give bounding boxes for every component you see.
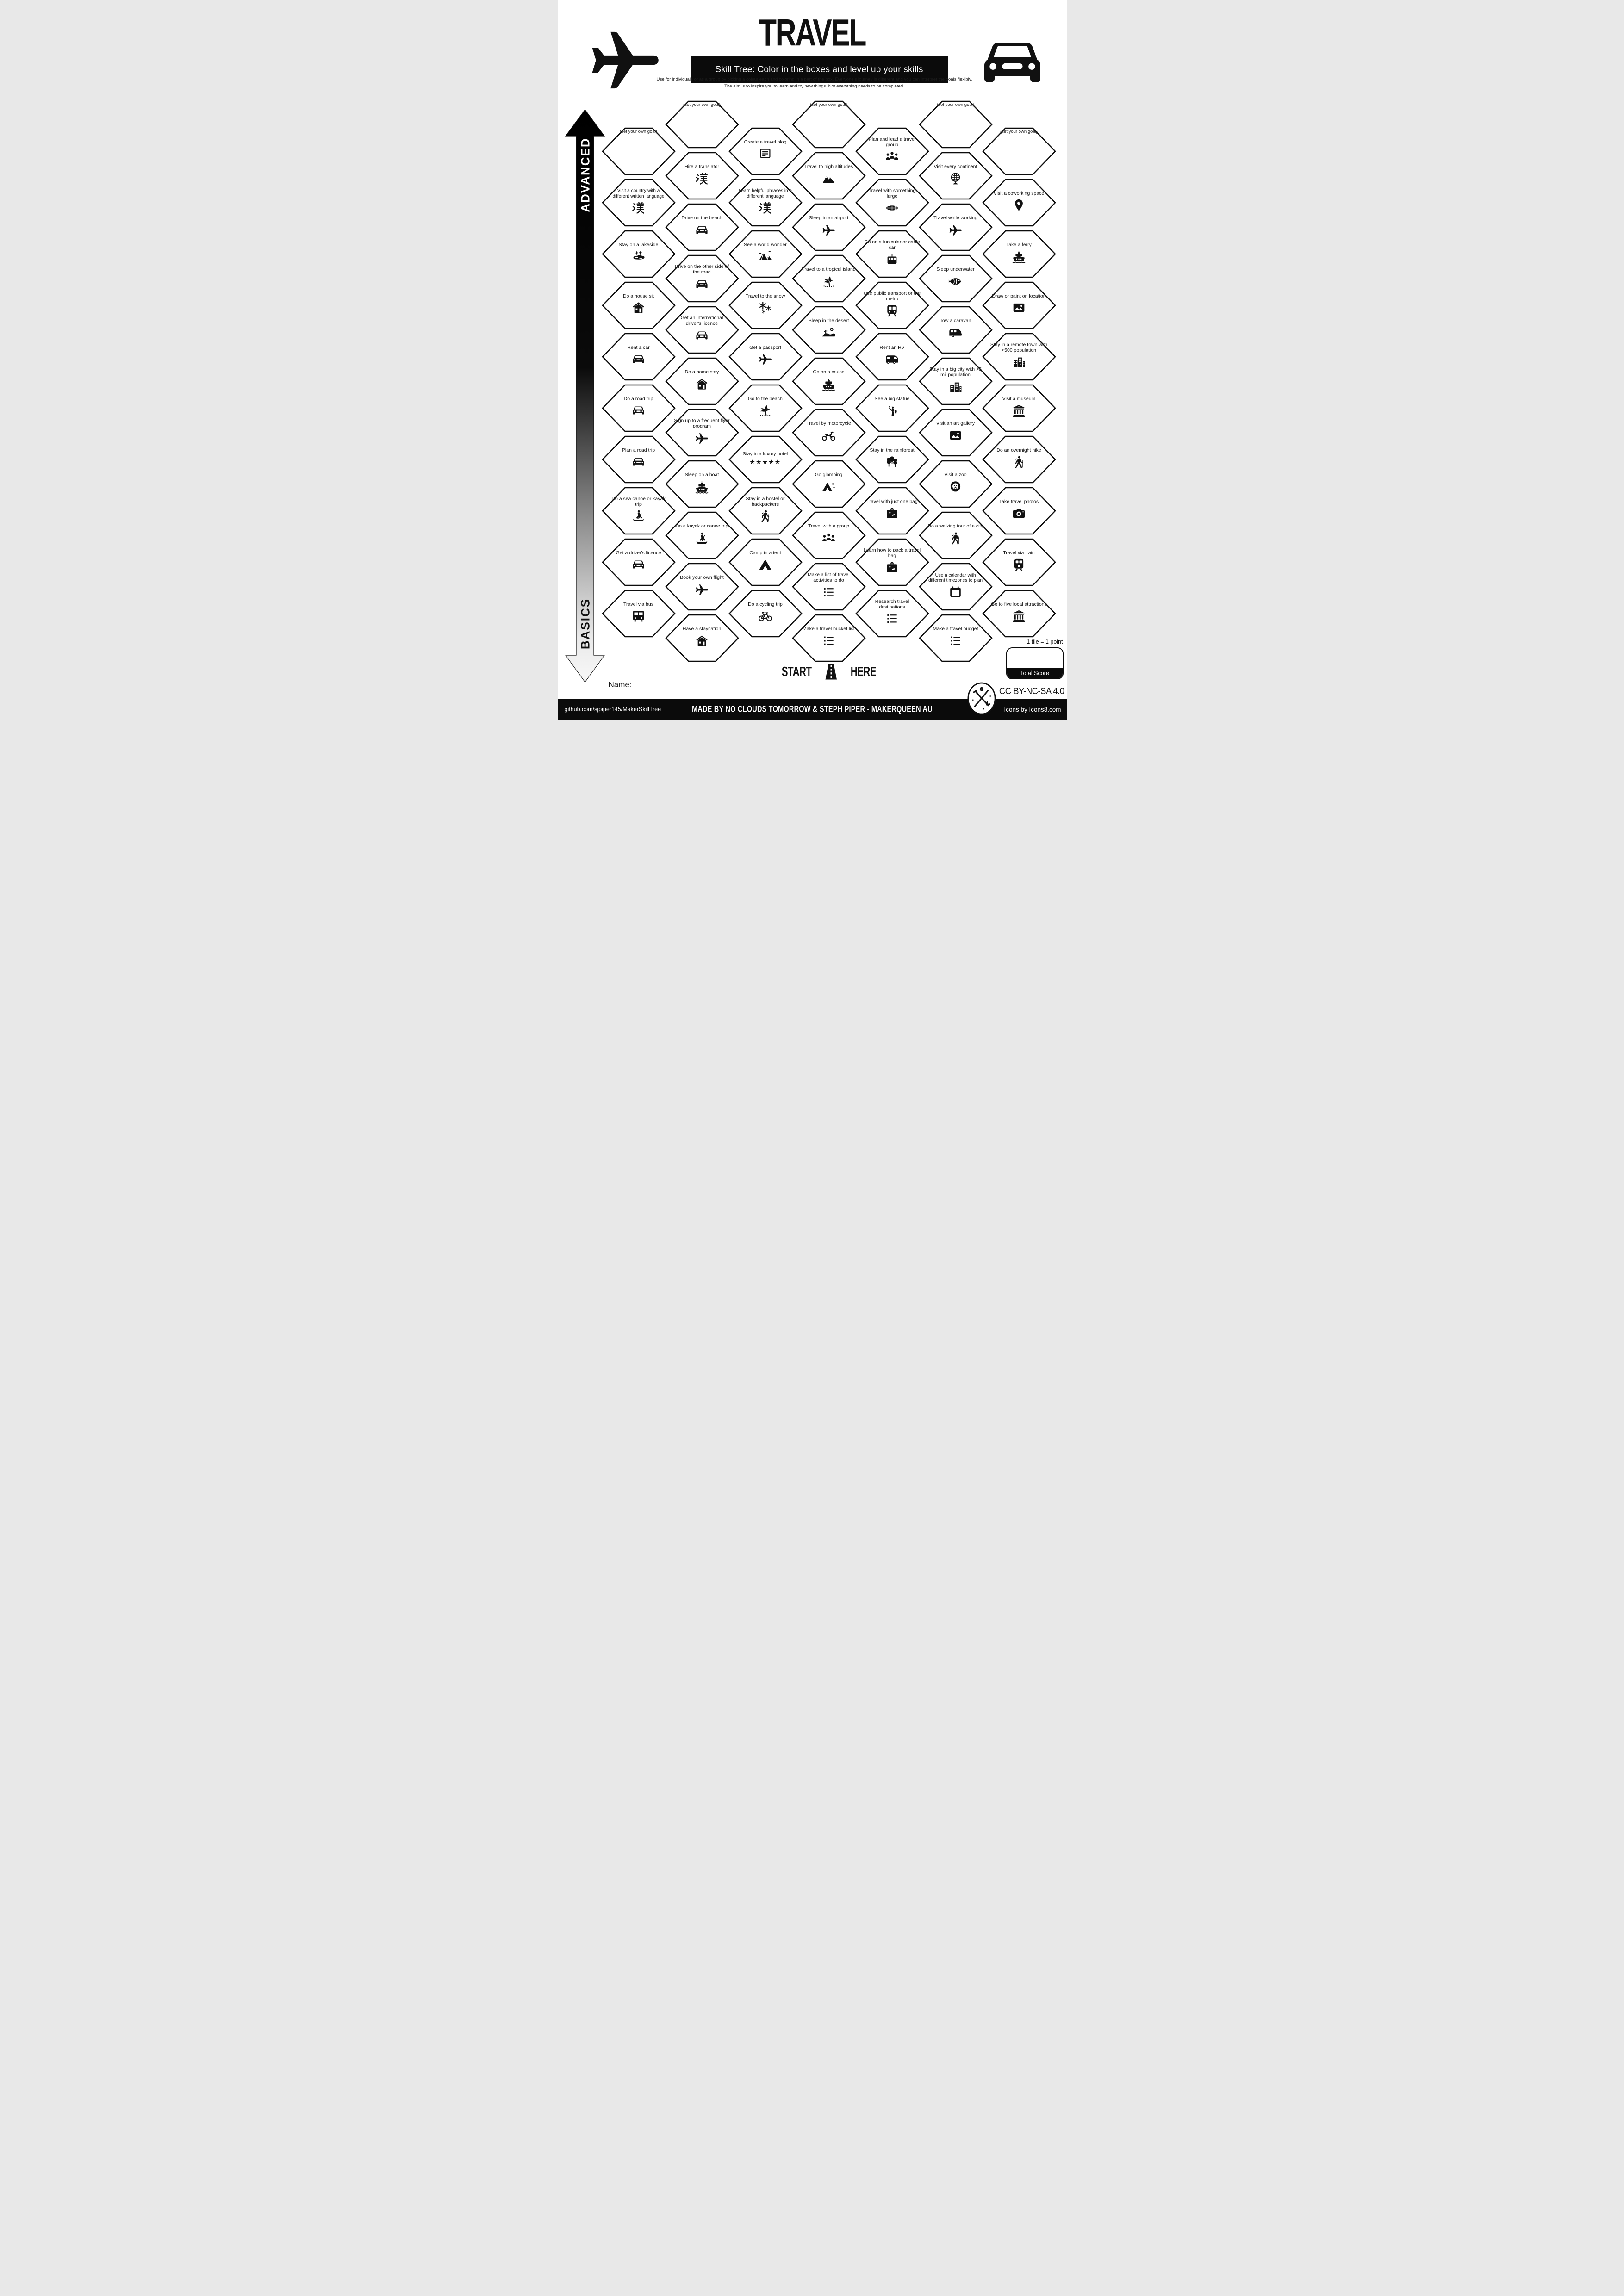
hex-tile[interactable] (602, 333, 676, 381)
museum-icon (1011, 403, 1027, 418)
hex-label: Visit a country with a different written language (612, 188, 665, 199)
location-pin-icon (1011, 198, 1027, 213)
car-icon (631, 352, 646, 367)
hex-tile[interactable] (792, 306, 866, 354)
hex-label: Go to five local attractions (991, 601, 1047, 607)
hex-label: Plan and lead a travel group (868, 136, 916, 148)
hex-label: Visit a coworking space (993, 190, 1045, 196)
hex-tile[interactable] (919, 152, 993, 200)
hex-label: Plan a road trip (622, 447, 655, 453)
hex-tile[interactable] (602, 590, 676, 638)
hex-tile[interactable] (919, 100, 993, 149)
hex-label: Do a home stay (684, 369, 719, 375)
hex-tile[interactable] (665, 100, 739, 149)
hex-label: Rent an RV (879, 344, 905, 350)
hex-tile[interactable] (855, 435, 929, 484)
glamping-tent-icon (821, 479, 836, 495)
hex-label: Do a walking tour of a city (927, 523, 983, 529)
tent-icon (758, 557, 773, 572)
hex-tile[interactable] (602, 435, 676, 484)
palm-icon (758, 403, 773, 418)
hex-tile[interactable] (792, 409, 866, 457)
travel-skill-tree-poster (558, 0, 1067, 720)
hex-label: Stay in a remote town with <500 population (990, 341, 1048, 353)
hex-tile[interactable] (919, 203, 993, 251)
hex-label: Take travel photos (999, 498, 1039, 504)
list-icon (948, 633, 963, 649)
hex-label: Travel to high altitudes (804, 164, 853, 170)
hex-tile[interactable] (792, 511, 866, 559)
ship-icon (821, 377, 836, 392)
suitcase-icon (884, 560, 900, 575)
hex-tile[interactable] (982, 281, 1056, 329)
hex-tile[interactable] (728, 384, 803, 432)
hex-tile[interactable] (665, 357, 739, 405)
hex-label: (set your own goal) (1000, 129, 1038, 134)
hex-tile[interactable] (919, 460, 993, 508)
hex-tile[interactable] (728, 487, 803, 535)
hex-tile[interactable] (792, 100, 866, 149)
cable-car-icon (884, 252, 900, 267)
rainforest-icon (884, 454, 900, 470)
hex-label: Rent a car (627, 344, 650, 350)
globe-icon (948, 171, 963, 186)
hex-label: Camp in a tent (749, 550, 781, 556)
hex-tile[interactable] (728, 435, 803, 484)
hex-tile[interactable] (665, 563, 739, 611)
five-stars-icon: ★★★★★ (749, 458, 781, 465)
hex-tile[interactable] (855, 384, 929, 432)
hex-label: Go on a funicular or cable car (864, 239, 920, 250)
hex-label: Do a sea canoe or kayak trip (611, 496, 666, 507)
bicycle-icon (758, 608, 773, 624)
tagline-text: Skill Tree: Color in the boxes and level up your skills (715, 64, 923, 74)
hex-tile[interactable] (602, 127, 676, 175)
hex-label: Sleep on a boat (684, 472, 719, 478)
hex-tile[interactable] (982, 333, 1056, 381)
hex-label: Use public transport or the metro (863, 290, 921, 302)
hex-tile[interactable] (665, 254, 739, 303)
hex-label: Learn how to pack a travel bag (863, 547, 921, 558)
hex-label: Go to the beach (748, 396, 783, 402)
hex-label: Get a driver's licence (616, 550, 661, 556)
hex-tile[interactable] (982, 179, 1056, 227)
hex-label: Stay in a big city with >5 mil population (929, 366, 982, 378)
hex-tile[interactable] (919, 563, 993, 611)
hex-tile[interactable] (855, 487, 929, 535)
hex-label: Travel with something large (868, 187, 916, 199)
hex-label: Tow a caravan (940, 318, 971, 324)
total-score-box[interactable] (1006, 647, 1064, 679)
hex-tile[interactable] (728, 179, 803, 227)
hex-label: Sleep in the desert (808, 318, 849, 324)
car-icon (694, 223, 709, 238)
hex-label: Book your own flight (680, 575, 724, 581)
hex-label: Have a staycation (682, 626, 722, 632)
plane-icon (694, 582, 709, 597)
house-icon (694, 377, 709, 392)
hex-label: Visit a museum (1002, 396, 1036, 402)
chinese-character-icon (694, 171, 709, 186)
hex-label: Do a house sit (622, 293, 654, 299)
hex-tile[interactable] (919, 306, 993, 354)
hex-tile[interactable] (728, 281, 803, 329)
car-icon (974, 25, 1051, 102)
hex-tile[interactable] (792, 254, 866, 303)
plane-icon (948, 223, 963, 238)
hex-label: Hire a translator (684, 164, 719, 170)
makerqueen-logo-icon (966, 682, 997, 715)
palm-icon (821, 274, 836, 289)
hex-label: Take a ferry (1006, 242, 1032, 248)
hex-tile[interactable] (665, 460, 739, 508)
desert-icon (821, 325, 836, 341)
chinese-character-icon (758, 200, 773, 216)
hex-label: Go on a cruise (813, 369, 845, 375)
hex-tile[interactable] (982, 538, 1056, 586)
hex-label: Drive on the other side of the road (674, 264, 729, 275)
hex-label: Do a road trip (623, 396, 653, 402)
hex-label: Do an overnight hike (996, 447, 1041, 453)
list-icon (821, 585, 836, 600)
page-title: TRAVEL (759, 12, 865, 54)
axis-label-basics: BASICS (578, 598, 592, 650)
suitcase-icon (884, 506, 900, 521)
hex-label: Travel via bus (623, 601, 653, 607)
ship-icon (1011, 249, 1027, 264)
hex-label: Travel while working (933, 215, 977, 221)
hex-tile[interactable] (792, 357, 866, 405)
hex-tile[interactable] (728, 590, 803, 638)
hex-label: Use a calendar with different timezones to plan (928, 572, 983, 583)
hex-tile[interactable] (602, 281, 676, 329)
name-input-line[interactable] (635, 682, 787, 689)
hex-label: (set your own goal) (810, 102, 847, 107)
city-icon (948, 379, 963, 395)
score-write-area[interactable] (1007, 648, 1063, 668)
hex-label: Sleep in an airport (809, 215, 849, 221)
list-icon (884, 611, 900, 627)
bus-icon (631, 608, 646, 624)
pyramids-icon (758, 249, 773, 264)
hex-tile[interactable] (982, 590, 1056, 638)
hex-tile[interactable] (919, 254, 993, 303)
fish-icon (948, 274, 963, 289)
hex-label: Stay in a luxury hotel (742, 451, 788, 457)
hex-tile[interactable] (665, 511, 739, 559)
hex-label: Research travel destinations (875, 598, 909, 610)
ship-icon (694, 479, 709, 495)
plane-icon (821, 223, 836, 238)
hex-label: (set your own goal) (683, 102, 721, 107)
name-field (609, 680, 787, 689)
total-score-label: Total Score (1007, 668, 1063, 678)
car-icon (631, 454, 646, 470)
hex-tile[interactable] (792, 203, 866, 251)
footer-icons8-credit: Icons by Icons8.com (1004, 706, 1061, 713)
metro-icon (884, 303, 900, 318)
hex-tile[interactable] (665, 203, 739, 251)
lion-icon (948, 479, 963, 495)
house-icon (694, 633, 709, 649)
city-icon (1011, 354, 1027, 370)
hex-tile[interactable] (792, 460, 866, 508)
car-icon (631, 557, 646, 572)
hex-tile[interactable] (728, 538, 803, 586)
hex-label: Make a travel bucket list (803, 626, 855, 632)
hex-label: Draw or paint on location (992, 293, 1046, 299)
footer-credit: MADE BY NO CLOUDS TOMORROW & STEPH PIPER - MAKERQUEEN AU (691, 704, 933, 714)
museum-icon (1011, 608, 1027, 624)
hex-label: Travel to the snow (745, 293, 785, 299)
axis-label-advanced: ADVANCED (578, 137, 592, 212)
surfboard-icon (884, 200, 900, 216)
train-icon (1011, 557, 1027, 572)
camera-icon (1011, 506, 1027, 521)
hex-tile[interactable] (855, 333, 929, 381)
start-label: START (781, 664, 812, 679)
hex-label: Travel with just one bag (866, 498, 918, 504)
hiker-icon (758, 509, 773, 524)
blog-icon (758, 146, 773, 161)
hex-tile[interactable] (602, 538, 676, 586)
hex-tile[interactable] (792, 614, 866, 662)
hex-label: Travel via train (1003, 550, 1035, 556)
hex-label: Sleep underwater (936, 267, 975, 273)
hex-label: Drive on the beach (681, 215, 722, 221)
car-icon (694, 328, 709, 343)
instructions-text: Use for individuals or as a group by picking a colour each and coloring in a part of the box. Everyone's journey is different and you can interpret the goals flexibly. The aim is to inspire you to learn and try new things. Not everything needs to be completed. (656, 77, 972, 89)
hex-tile[interactable] (602, 179, 676, 227)
hex-tile[interactable] (855, 127, 929, 175)
hex-label: Create a travel blog (744, 139, 787, 145)
here-label: HERE (851, 664, 877, 679)
hex-tile[interactable] (792, 152, 866, 200)
lake-icon (631, 249, 646, 264)
hex-tile[interactable] (855, 179, 929, 227)
group-icon (821, 531, 836, 546)
hex-label: Go glamping (815, 472, 843, 478)
hex-tile[interactable] (855, 281, 929, 329)
hex-label: Get an international driver's licence (680, 315, 723, 326)
mountains-icon (821, 171, 836, 186)
hex-label: Get a passport (749, 344, 781, 350)
hex-tile[interactable] (982, 487, 1056, 535)
rv-icon (884, 352, 900, 367)
hex-label: See a big statue (874, 396, 910, 402)
snowflakes-icon (758, 300, 773, 316)
hex-tile[interactable] (919, 614, 993, 662)
hex-tile[interactable] (855, 230, 929, 278)
name-label: Name: (608, 680, 632, 689)
hex-label: See a world wonder (744, 242, 787, 248)
canoe-icon (631, 509, 646, 524)
hex-label: Stay in the rainforest (870, 447, 915, 453)
motorcycle-icon (821, 428, 836, 443)
hex-label: Visit every continent (933, 164, 977, 170)
hex-label: Travel to a tropical island (802, 267, 856, 273)
hex-label: Visit a zoo (944, 472, 967, 478)
hex-tile[interactable] (855, 538, 929, 586)
hex-tile[interactable] (982, 127, 1056, 175)
list-icon (821, 633, 836, 649)
house-icon (631, 300, 646, 316)
hex-tile[interactable] (919, 409, 993, 457)
hex-tile[interactable] (919, 511, 993, 559)
plane-icon (758, 352, 773, 367)
car-icon (631, 403, 646, 418)
hex-tile[interactable] (982, 384, 1056, 432)
hex-tile[interactable] (602, 487, 676, 535)
statue-icon (884, 403, 900, 418)
tile-point-note: 1 tile = 1 point (1027, 639, 1063, 645)
hex-label: Make a travel budget (933, 626, 978, 632)
hex-tile[interactable] (665, 152, 739, 200)
hex-label: Visit an art gallery (936, 421, 975, 427)
license-text: CC BY-NC-SA 4.0 (999, 686, 1064, 696)
hex-label: Travel with a group (808, 523, 849, 529)
canoe-icon (694, 531, 709, 546)
hex-label: Stay in a hostel or backpackers (746, 496, 785, 507)
plane-icon (694, 431, 709, 446)
footer-github-url: github.com/sjpiper145/MakerSkillTree (564, 706, 661, 713)
hex-tile[interactable] (792, 563, 866, 611)
hex-label: Stay on a lakeside (618, 242, 659, 248)
hex-tile[interactable] (982, 435, 1056, 484)
hex-tile[interactable] (982, 230, 1056, 278)
start-here-marker (778, 661, 879, 683)
calendar-icon (948, 584, 963, 600)
car-icon (694, 277, 709, 292)
hiker-icon (1011, 454, 1027, 470)
hex-label: Learn helpful phrases in a different language (738, 188, 792, 199)
hex-tile[interactable] (665, 409, 739, 457)
road-icon (819, 661, 843, 683)
hex-tile[interactable] (602, 384, 676, 432)
hex-label: Travel by motorcycle (806, 421, 851, 427)
hex-label: Make a list of travel activities to do (808, 572, 850, 583)
hex-label: Do a cycling trip (748, 601, 783, 607)
hex-tile[interactable] (728, 230, 803, 278)
picture-icon (948, 428, 963, 443)
caravan-icon (948, 325, 963, 341)
hex-tile[interactable] (728, 127, 803, 175)
group-icon (884, 149, 900, 164)
hex-label: (set your own goal) (937, 102, 974, 107)
hex-tile[interactable] (919, 357, 993, 405)
chinese-character-icon (631, 200, 646, 216)
hex-tile[interactable] (665, 306, 739, 354)
hex-tile[interactable] (602, 230, 676, 278)
plane-icon (583, 19, 666, 102)
hex-tile[interactable] (665, 614, 739, 662)
picture-icon (1011, 300, 1027, 316)
hex-tile[interactable] (728, 333, 803, 381)
hex-label: (set your own goal) (620, 129, 657, 134)
hex-tile[interactable] (855, 590, 929, 638)
hex-label: Do a kayak or canoe trip (675, 523, 728, 529)
hiker-icon (948, 531, 963, 546)
hex-label: Sign up to a frequent flyer program (674, 418, 730, 429)
